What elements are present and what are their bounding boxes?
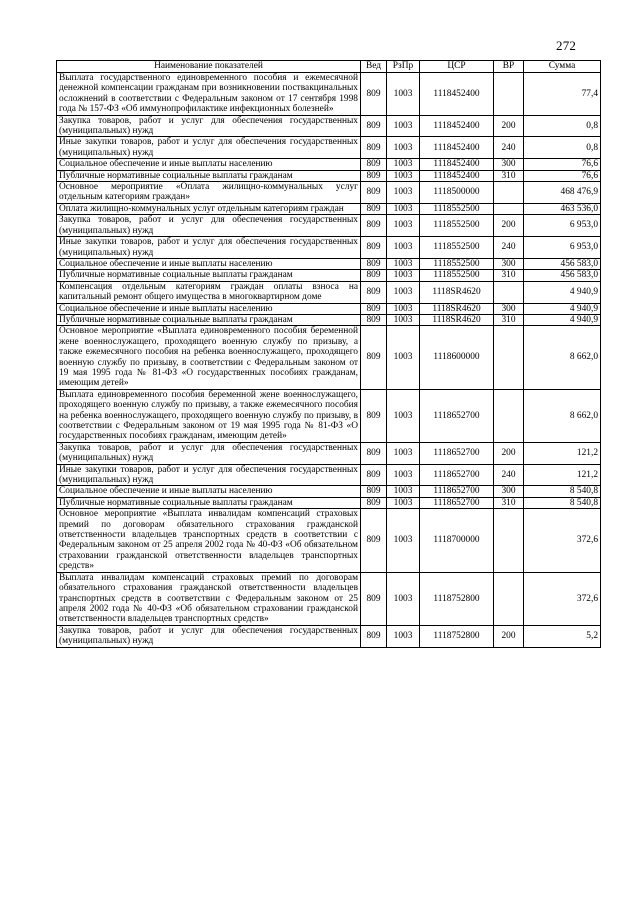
cell-rzpr: 1003 [387, 203, 420, 214]
cell-vr [494, 203, 524, 214]
cell-name: Закупка товаров, работ и услуг для обеспечения государственных (муниципальных) нужд [57, 215, 361, 237]
header-sum: Сумма [524, 61, 601, 73]
table-row [57, 486, 601, 497]
cell-name: Иные закупки товаров, работ и услуг для обеспечения государственных (муниципальных) нужд [57, 237, 361, 259]
cell-csr: 1118452400 [420, 73, 494, 116]
cell-vr: 310 [494, 270, 524, 281]
cell-vr: 300 [494, 303, 524, 314]
cell-ved: 809 [361, 203, 387, 214]
cell-sum: 8 662,0 [524, 326, 601, 389]
cell-name: Закупка товаров, работ и услуг для обеспечения государственных (муниципальных) нужд [57, 115, 361, 137]
cell-sum: 456 583,0 [524, 258, 601, 269]
cell-name: Выплата инвалидам компенсаций страховых премий по договорам обязательного страхования гражданской ответственности владельцев транспортных средств в соответствии с Федеральным законом от 25 апреля 2002 года № 40-ФЗ «Об обязательном страховании гражданской ответственности владельцев транспортных средств» [57, 572, 361, 625]
table-row [57, 203, 601, 214]
header-csr: ЦСР [420, 61, 494, 73]
cell-rzpr: 1003 [387, 258, 420, 269]
cell-name: Закупка товаров, работ и услуг для обеспечения государственных (муниципальных) нужд [57, 442, 361, 464]
cell-csr: 1118652700 [420, 486, 494, 497]
table-row [57, 464, 601, 486]
cell-ved: 809 [361, 73, 387, 116]
cell-ved: 809 [361, 486, 387, 497]
cell-name: Публичные нормативные социальные выплаты гражданам [57, 497, 361, 508]
cell-sum: 456 583,0 [524, 270, 601, 281]
table-row [57, 215, 601, 237]
table-row [57, 442, 601, 464]
page-number: 272 [556, 38, 577, 53]
cell-rzpr: 1003 [387, 464, 420, 486]
cell-ved: 809 [361, 442, 387, 464]
cell-rzpr: 1003 [387, 270, 420, 281]
cell-vr: 200 [494, 215, 524, 237]
cell-csr: 1118652700 [420, 464, 494, 486]
cell-csr: 1118752800 [420, 625, 494, 647]
cell-name: Выплата государственного единовременного пособия и ежемесячной денежной компенсации гражданам при возникновении поствакцинальных осложнений в соответствии с Федеральным законом от 17 сентября 1998 года № 157-ФЗ «Об иммунопрофилактике инфекционных болезней» [57, 73, 361, 116]
cell-rzpr: 1003 [387, 159, 420, 170]
cell-csr: 1118652700 [420, 442, 494, 464]
cell-sum: 463 536,0 [524, 203, 601, 214]
cell-sum: 8 540,8 [524, 486, 601, 497]
cell-vr [494, 73, 524, 116]
cell-name: Компенсация отдельным категориям граждан оплаты взноса на капитальный ремонт общего имущества в многоквартирном доме [57, 281, 361, 303]
cell-ved: 809 [361, 497, 387, 508]
cell-vr: 310 [494, 497, 524, 508]
cell-vr: 240 [494, 237, 524, 259]
cell-ved: 809 [361, 281, 387, 303]
cell-vr [494, 182, 524, 204]
cell-name: Выплата единовременного пособия беременной жене военнослужащего, проходящего военную службу по призыву, а также ежемесячного пособия на ребенка военнослужащего, проходящего военную службу по призыву, в соответствии с Федеральным законом от 19 мая 1995 года № 81-ФЗ «О государственных пособиях гражданам, имеющим детей» [57, 389, 361, 442]
cell-ved: 809 [361, 115, 387, 137]
cell-name: Основное мероприятие «Оплата жилищно-коммунальных услуг отдельным категориям граждан» [57, 182, 361, 204]
table-row [57, 509, 601, 572]
cell-ved: 809 [361, 509, 387, 572]
cell-name: Иные закупки товаров, работ и услуг для обеспечения государственных (муниципальных) нужд [57, 137, 361, 159]
table-row [57, 625, 601, 647]
cell-rzpr: 1003 [387, 170, 420, 181]
table-row [57, 73, 601, 116]
cell-sum: 372,6 [524, 509, 601, 572]
cell-sum: 4 940,9 [524, 281, 601, 303]
cell-sum: 0,8 [524, 137, 601, 159]
header-name: Наименование показателей [57, 61, 361, 73]
cell-name: Социальное обеспечение и иные выплаты населению [57, 303, 361, 314]
cell-ved: 809 [361, 215, 387, 237]
cell-rzpr: 1003 [387, 625, 420, 647]
cell-rzpr: 1003 [387, 73, 420, 116]
cell-sum: 372,6 [524, 572, 601, 625]
cell-sum: 121,2 [524, 464, 601, 486]
cell-csr: 1118552500 [420, 270, 494, 281]
cell-rzpr: 1003 [387, 314, 420, 325]
cell-csr: 1118552500 [420, 258, 494, 269]
cell-sum: 121,2 [524, 442, 601, 464]
cell-sum: 77,4 [524, 73, 601, 116]
cell-rzpr: 1003 [387, 215, 420, 237]
cell-csr: 1118552500 [420, 215, 494, 237]
cell-rzpr: 1003 [387, 572, 420, 625]
header-rzpr: РзПр [387, 61, 420, 73]
cell-ved: 809 [361, 303, 387, 314]
cell-rzpr: 1003 [387, 442, 420, 464]
cell-sum: 468 476,9 [524, 182, 601, 204]
cell-vr [494, 389, 524, 442]
cell-sum: 76,6 [524, 159, 601, 170]
cell-name: Социальное обеспечение и иные выплаты населению [57, 159, 361, 170]
table-row [57, 237, 601, 259]
cell-ved: 809 [361, 326, 387, 389]
cell-csr: 1118600000 [420, 326, 494, 389]
table-row [57, 159, 601, 170]
cell-sum: 5,2 [524, 625, 601, 647]
table-header-row [57, 61, 601, 73]
table-row [57, 182, 601, 204]
cell-ved: 809 [361, 170, 387, 181]
table-row [57, 326, 601, 389]
table-row [57, 572, 601, 625]
cell-name: Оплата жилищно-коммунальных услуг отдельным категориям граждан [57, 203, 361, 214]
header-vr: ВР [494, 61, 524, 73]
cell-ved: 809 [361, 572, 387, 625]
table-row [57, 314, 601, 325]
table-row [57, 115, 601, 137]
cell-vr: 200 [494, 442, 524, 464]
cell-vr [494, 509, 524, 572]
cell-name: Публичные нормативные социальные выплаты гражданам [57, 170, 361, 181]
cell-csr: 1118SR4620 [420, 314, 494, 325]
cell-vr: 200 [494, 115, 524, 137]
table-row [57, 497, 601, 508]
cell-rzpr: 1003 [387, 486, 420, 497]
cell-rzpr: 1003 [387, 137, 420, 159]
cell-ved: 809 [361, 159, 387, 170]
cell-sum: 4 940,9 [524, 314, 601, 325]
cell-vr: 300 [494, 258, 524, 269]
cell-csr: 1118452400 [420, 159, 494, 170]
cell-csr: 1118500000 [420, 182, 494, 204]
cell-csr: 1118752800 [420, 572, 494, 625]
cell-vr [494, 572, 524, 625]
cell-ved: 809 [361, 464, 387, 486]
cell-name: Публичные нормативные социальные выплаты гражданам [57, 270, 361, 281]
cell-rzpr: 1003 [387, 281, 420, 303]
table-row [57, 258, 601, 269]
cell-csr: 1118700000 [420, 509, 494, 572]
cell-csr: 1118652700 [420, 389, 494, 442]
cell-rzpr: 1003 [387, 115, 420, 137]
cell-rzpr: 1003 [387, 303, 420, 314]
cell-name: Публичные нормативные социальные выплаты гражданам [57, 314, 361, 325]
cell-ved: 809 [361, 182, 387, 204]
cell-csr: 1118552500 [420, 203, 494, 214]
cell-csr: 1118452400 [420, 115, 494, 137]
table-row [57, 270, 601, 281]
cell-ved: 809 [361, 137, 387, 159]
cell-vr: 240 [494, 464, 524, 486]
cell-rzpr: 1003 [387, 509, 420, 572]
cell-vr: 240 [494, 137, 524, 159]
cell-vr: 310 [494, 314, 524, 325]
table-row [57, 137, 601, 159]
cell-ved: 809 [361, 314, 387, 325]
cell-name: Социальное обеспечение и иные выплаты населению [57, 486, 361, 497]
cell-sum: 8 662,0 [524, 389, 601, 442]
header-ved: Вед [361, 61, 387, 73]
table-row [57, 303, 601, 314]
cell-ved: 809 [361, 625, 387, 647]
cell-sum: 6 953,0 [524, 237, 601, 259]
cell-vr: 310 [494, 170, 524, 181]
cell-csr: 1118652700 [420, 497, 494, 508]
cell-rzpr: 1003 [387, 182, 420, 204]
cell-csr: 1118SR4620 [420, 303, 494, 314]
table-row [57, 389, 601, 442]
cell-csr: 1118SR4620 [420, 281, 494, 303]
cell-csr: 1118552500 [420, 237, 494, 259]
cell-ved: 809 [361, 237, 387, 259]
cell-name: Основное мероприятие «Выплата инвалидам компенсаций страховых премий по договорам обязательного страхования гражданской ответственности владельцев транспортных средств в соответствии с Федеральным законом от 25 апреля 2002 года № 40-ФЗ «Об обязательном страховании гражданской ответственности владельцев транспортных средств» [57, 509, 361, 572]
cell-name: Социальное обеспечение и иные выплаты населению [57, 258, 361, 269]
cell-rzpr: 1003 [387, 497, 420, 508]
cell-sum: 4 940,9 [524, 303, 601, 314]
cell-rzpr: 1003 [387, 389, 420, 442]
cell-vr [494, 281, 524, 303]
cell-vr: 200 [494, 625, 524, 647]
cell-sum: 8 540,8 [524, 497, 601, 508]
cell-rzpr: 1003 [387, 237, 420, 259]
table-row [57, 170, 601, 181]
cell-sum: 6 953,0 [524, 215, 601, 237]
table-row [57, 281, 601, 303]
cell-rzpr: 1003 [387, 326, 420, 389]
cell-vr: 300 [494, 159, 524, 170]
cell-name: Иные закупки товаров, работ и услуг для обеспечения государственных (муниципальных) нужд [57, 464, 361, 486]
cell-ved: 809 [361, 270, 387, 281]
cell-vr [494, 326, 524, 389]
cell-ved: 809 [361, 389, 387, 442]
cell-name: Закупка товаров, работ и услуг для обеспечения государственных (муниципальных) нужд [57, 625, 361, 647]
cell-name: Основное мероприятие «Выплата единовременного пособия беременной жене военнослужащего, проходящего военную службу по призыву, а также ежемесячного пособия на ребенка военнослужащего, проходящего военную службу по призыву, в соответствии с Федеральным законом от 19 мая 1995 года № 81-ФЗ «О государственных пособиях гражданам, имеющим детей» [57, 326, 361, 389]
cell-vr: 300 [494, 486, 524, 497]
cell-ved: 809 [361, 258, 387, 269]
cell-sum: 0,8 [524, 115, 601, 137]
cell-csr: 1118452400 [420, 137, 494, 159]
cell-csr: 1118452400 [420, 170, 494, 181]
budget-table [56, 60, 601, 648]
cell-sum: 76,6 [524, 170, 601, 181]
